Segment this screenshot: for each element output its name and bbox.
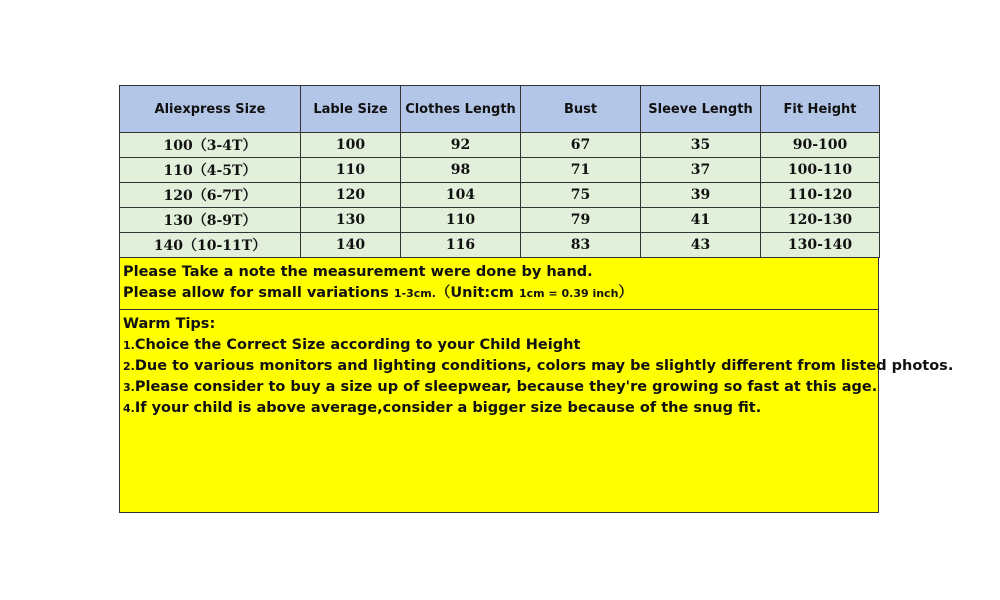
note-line-2: [123, 283, 875, 304]
cell-aliexpress-size: 110（4-5T）: [120, 158, 301, 183]
tip-item: [123, 398, 875, 419]
tip-text: Due to various monitors and lighting conditions, colors may be slightly different from listed photos.: [134, 358, 954, 374]
cell-lable-size: 100: [301, 133, 401, 158]
cell-sleeve-length: 37: [641, 158, 761, 183]
tip-number: 3.: [123, 381, 135, 394]
cell-lable-size: 110: [301, 158, 401, 183]
note-unit-label: （Unit:cm: [435, 285, 519, 301]
header-sleeve-length: Sleeve Length: [641, 86, 761, 133]
tip-item: [123, 377, 878, 398]
cell-fit-height: 100-110: [761, 158, 880, 183]
note-line-1: Please Take a note the measurement were done by hand.: [123, 264, 593, 280]
cell-aliexpress-size: 140（10-11T）: [120, 233, 301, 258]
cell-clothes-length: 98: [401, 158, 521, 183]
cell-bust: 75: [521, 183, 641, 208]
cell-bust: 83: [521, 233, 641, 258]
tip-number: 4.: [123, 402, 135, 415]
cell-sleeve-length: 41: [641, 208, 761, 233]
cell-clothes-length: 92: [401, 133, 521, 158]
header-bust: Bust: [521, 86, 641, 133]
table-row: [120, 133, 880, 158]
header-fit-height: Fit Height: [761, 86, 880, 133]
header-clothes-length: Clothes Length: [401, 86, 521, 133]
cell-aliexpress-size: 100（3-4T）: [120, 133, 301, 158]
header-aliexpress-size: Aliexpress Size: [120, 86, 301, 133]
cell-fit-height: 120-130: [761, 208, 880, 233]
cell-clothes-length: 110: [401, 208, 521, 233]
table-row: [120, 208, 880, 233]
warm-tips: [119, 310, 954, 513]
tip-item: [123, 356, 954, 377]
cell-clothes-length: 116: [401, 233, 521, 258]
size-table: [119, 85, 880, 258]
note-unit-conversion: 1cm = 0.39 inch: [518, 287, 619, 300]
cell-sleeve-length: 35: [641, 133, 761, 158]
cell-lable-size: 120: [301, 183, 401, 208]
note-unit-close: ）: [618, 285, 633, 301]
cell-clothes-length: 104: [401, 183, 521, 208]
cell-sleeve-length: 43: [641, 233, 761, 258]
tip-number: 1.: [123, 339, 135, 352]
note-variation-range: 1-3cm.: [393, 287, 436, 300]
measurement-note: [119, 258, 879, 310]
tip-text: If your child is above average,consider a bigger size because of the snug fit.: [134, 400, 762, 416]
cell-bust: 79: [521, 208, 641, 233]
tip-text: Please consider to buy a size up of sleepwear, because they're growing so fast at this age.: [134, 379, 878, 395]
tips-title: Warm Tips:: [123, 316, 216, 332]
cell-fit-height: 110-120: [761, 183, 880, 208]
note-line-2-text: Please allow for small variations: [123, 285, 394, 301]
cell-aliexpress-size: 130（8-9T）: [120, 208, 301, 233]
tip-item: [123, 335, 875, 356]
cell-lable-size: 130: [301, 208, 401, 233]
cell-bust: 67: [521, 133, 641, 158]
table-row: [120, 183, 880, 208]
tip-number: 2.: [123, 360, 135, 373]
tip-text: Choice the Correct Size according to your Child Height: [134, 337, 581, 353]
header-lable-size: Lable Size: [301, 86, 401, 133]
cell-aliexpress-size: 120（6-7T）: [120, 183, 301, 208]
cell-fit-height: 90-100: [761, 133, 880, 158]
cell-fit-height: 130-140: [761, 233, 880, 258]
table-header-row: [120, 86, 880, 133]
cell-sleeve-length: 39: [641, 183, 761, 208]
cell-bust: 71: [521, 158, 641, 183]
table-row: [120, 158, 880, 183]
size-chart: [119, 85, 954, 513]
cell-lable-size: 140: [301, 233, 401, 258]
table-row: [120, 233, 880, 258]
